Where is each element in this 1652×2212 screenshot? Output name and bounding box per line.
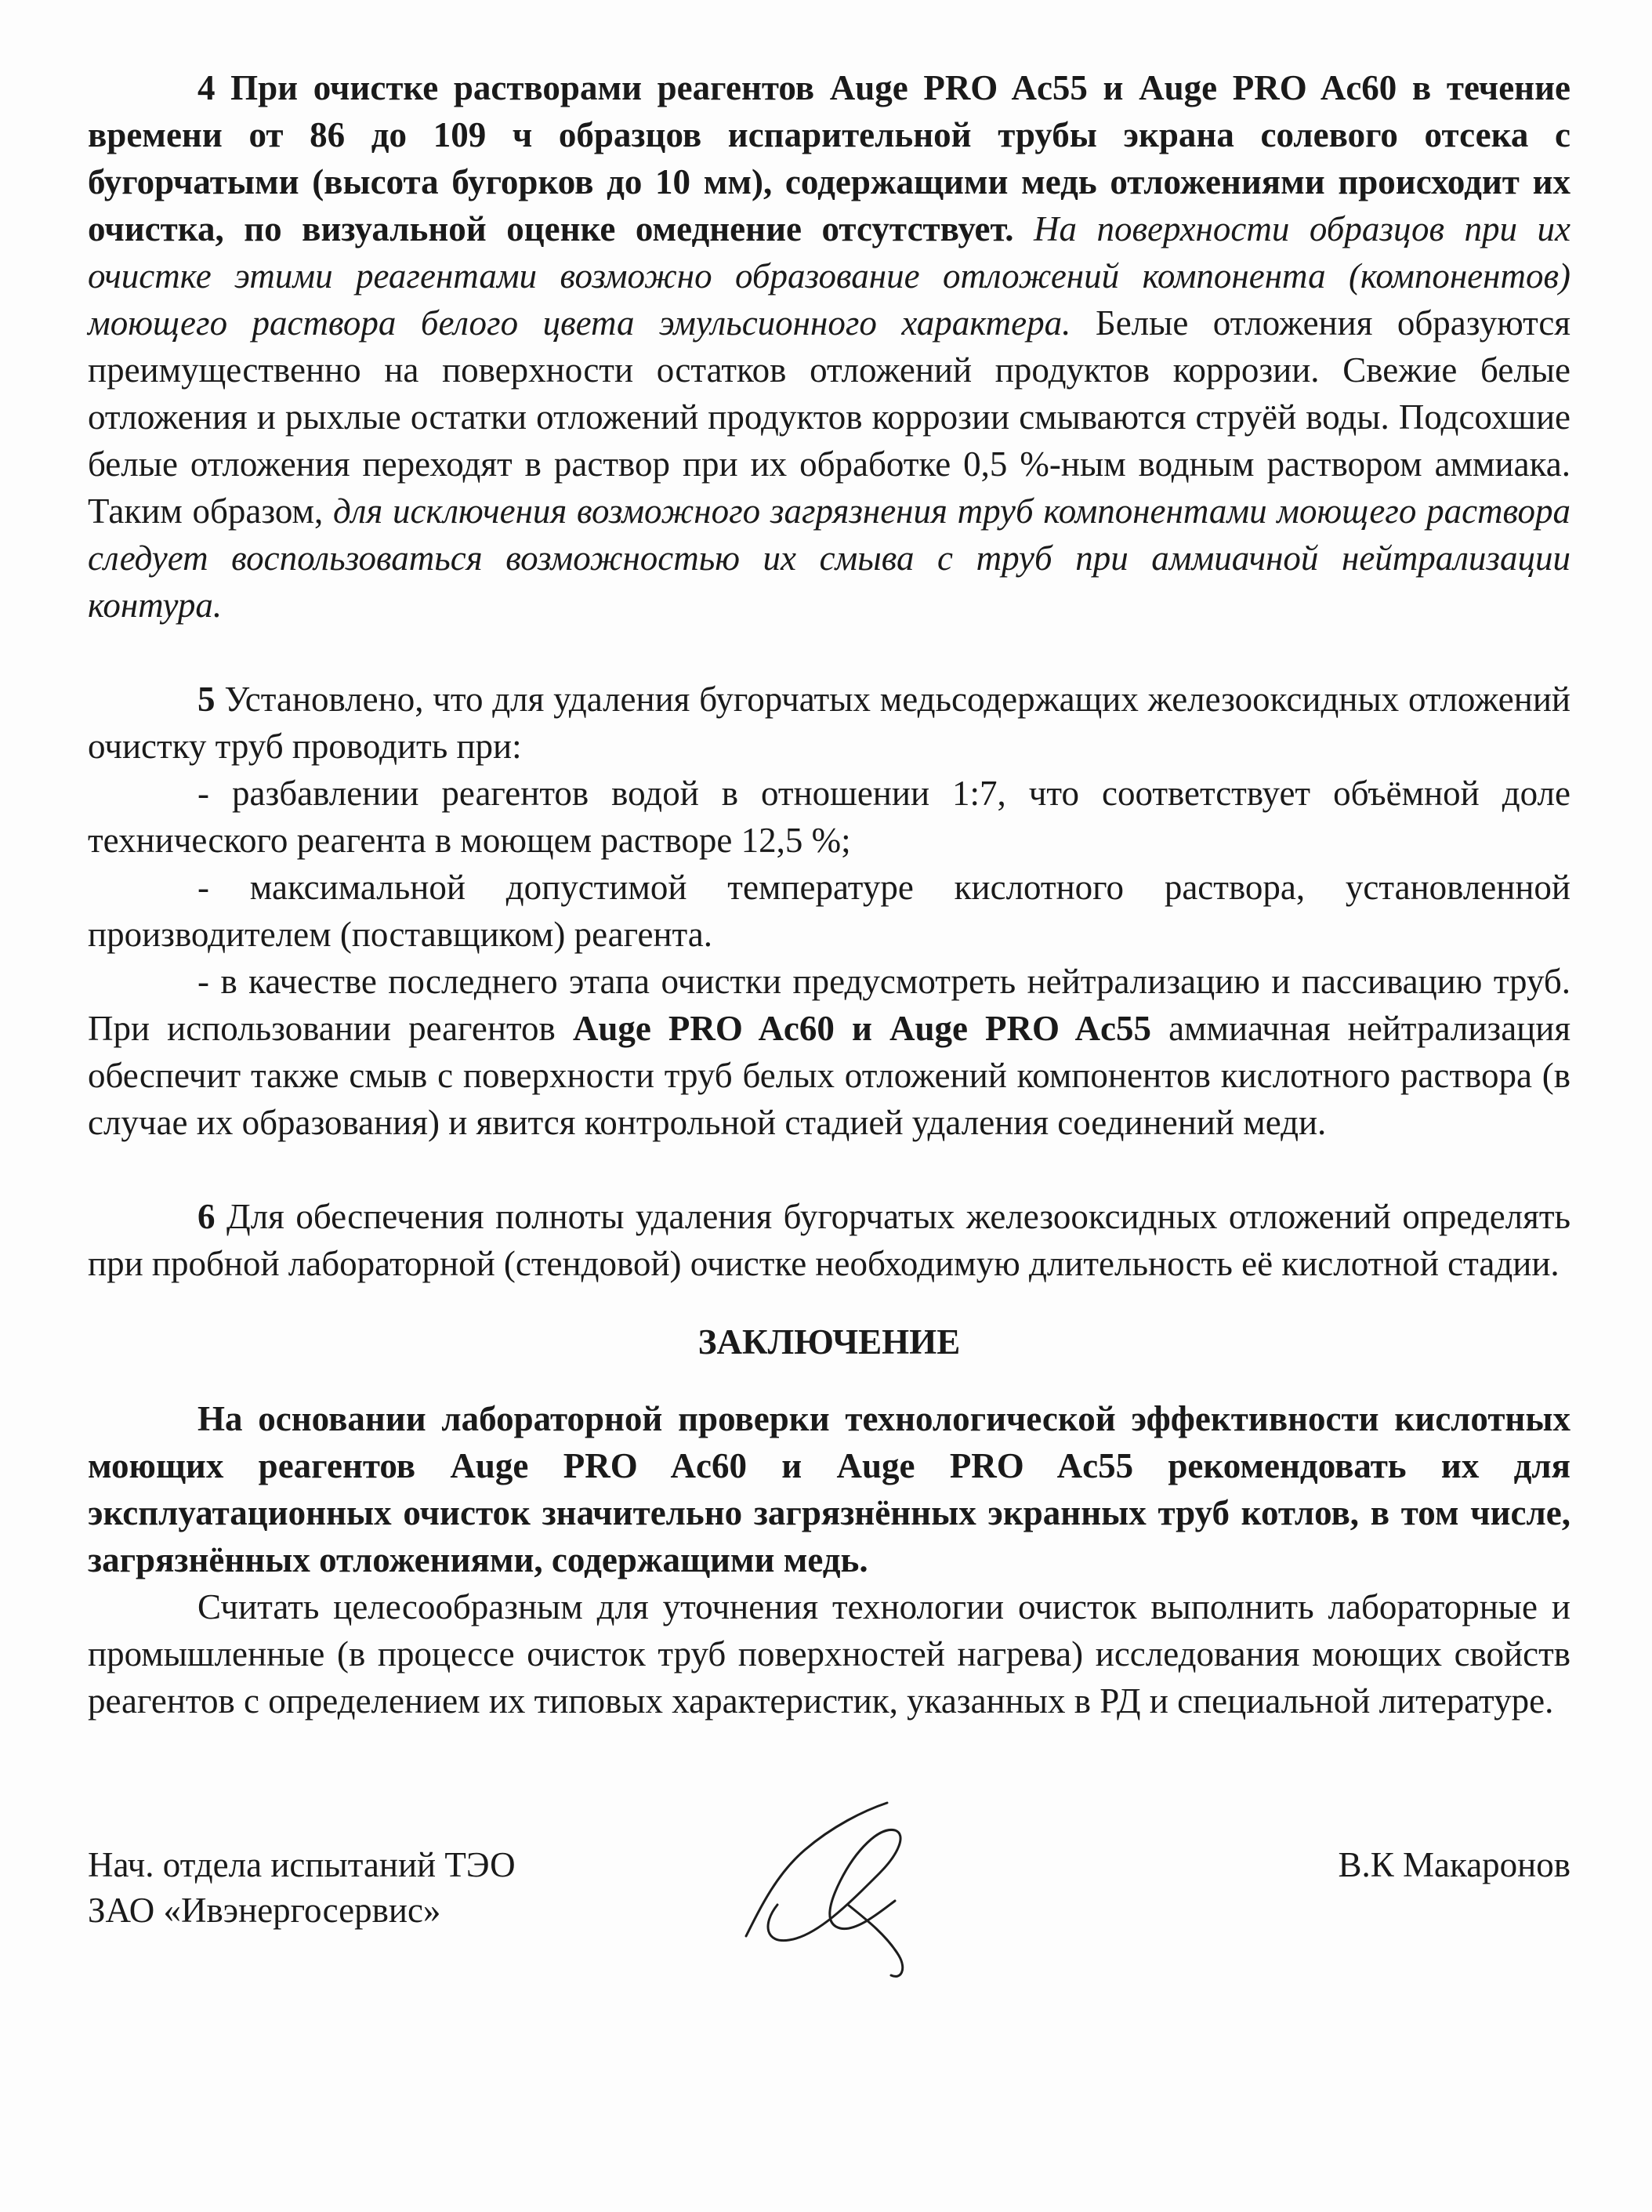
handwritten-signature bbox=[730, 1787, 981, 1991]
section-4-italic-conclusion: для исключения возможного загрязнения труб компонентами моющего раствора следует воспользоваться возможностью их смыва с труб при аммиачной нейтрализации контура. bbox=[88, 491, 1570, 625]
section-5-item-3-b: аммиачная нейтрализация обеспечит также смыв с поверхности труб белых отложений компонентов кислотного раствора (в случае их образования) и явится контрольной стадией удаления соединений меди. bbox=[88, 1009, 1571, 1142]
reagent-name: Auge PRO Ac60 bbox=[572, 1009, 835, 1048]
section-5-number: 5 bbox=[197, 680, 216, 719]
section-5-intro bbox=[88, 676, 1570, 770]
signer-organization: ЗАО «Ивэнергосервис» bbox=[88, 1891, 441, 1930]
section-4-bold-text: При очистке растворами реагентов Auge PRO Ac55 и Auge PRO Ac60 в течение времени от 86 до 109 ч образцов испарительной трубы экрана солевого отсека с бугорчатыми (высота бугорков до 10 мм), содержащими медь отложениями происходит их очистка, по визуальной оценке омеднение отсутствует. bbox=[88, 68, 1570, 248]
section-5-item-3-a: - в качестве последнего этапа очистки предусмотреть нейтрализацию и пассивацию труб. При использовании реагентов bbox=[88, 962, 1570, 1048]
reagent-name: Auge PRO Ac55 bbox=[889, 1009, 1152, 1048]
signature-block bbox=[88, 1842, 1570, 1999]
section-4-normal-text: Белые отложения образуются преимущественно на поверхности остатков отложений продуктов коррозии. Свежие белые отложения и рыхлые остатки отложений продуктов коррозии смываются струёй воды. Подсохшие белые отложения переходят в раствор при их обработке 0,5 %-ным водным раствором аммиака. Таким образом, bbox=[88, 303, 1570, 531]
section-6-text: Для обеспечения полноты удаления бугорчатых железооксидных отложений определять при пробной лабораторной (стендовой) очистке необходимую длительность её кислотной стадии. bbox=[88, 1197, 1571, 1283]
section-4 bbox=[88, 64, 1570, 629]
section-6 bbox=[88, 1193, 1570, 1287]
section-5-item-1: - разбавлении реагентов водой в отношении 1:7, что соответствует объёмной доле технического реагента в моющем растворе 12,5 %; bbox=[88, 774, 1570, 860]
reagent-conjunction: и bbox=[851, 1009, 872, 1048]
section-5-intro-text: Установлено, что для удаления бугорчатых медьсодержащих железооксидных отложений очистку труб проводить при: bbox=[88, 680, 1571, 766]
section-5-item-2: - максимальной допустимой температуре кислотного раствора, установленной производителем (поставщиком) реагента. bbox=[88, 868, 1570, 954]
section-4-italic-text: На поверхности образцов при их очистке этими реагентами возможно образование отложений компонента (компонентов) моющего раствора белого цвета эмульсионного характера. bbox=[88, 209, 1571, 343]
section-6-number: 6 bbox=[197, 1197, 216, 1236]
signer-name: В.К Макаронов bbox=[1338, 1845, 1570, 1884]
section-5-item-3 bbox=[88, 958, 1570, 1146]
conclusion-bold-paragraph: На основании лабораторной проверки технологической эффективности кислотных моющих реагентов Auge PRO Ac60 и Auge PRO Ac55 рекомендовать их для эксплуатационных очисток значительно загрязнённых экранных труб котлов, в том числе, загрязнённых отложениями, содержащими медь. bbox=[88, 1399, 1570, 1579]
section-4-number: 4 bbox=[197, 68, 216, 107]
conclusion-title: ЗАКЛЮЧЕНИЕ bbox=[697, 1322, 961, 1362]
signer-position bbox=[88, 1842, 516, 1933]
conclusion-paragraph: Считать целесообразным для уточнения технологии очисток выполнить лабораторные и промышленные (в процессе очисток труб поверхностей нагрева) исследования моющих свойств реагентов с определением их типовых характеристик, указанных в РД и специальной литературе. bbox=[88, 1587, 1570, 1721]
document-body bbox=[88, 64, 1570, 1724]
signer-position-line-1: Нач. отдела испытаний ТЭО bbox=[88, 1845, 516, 1884]
